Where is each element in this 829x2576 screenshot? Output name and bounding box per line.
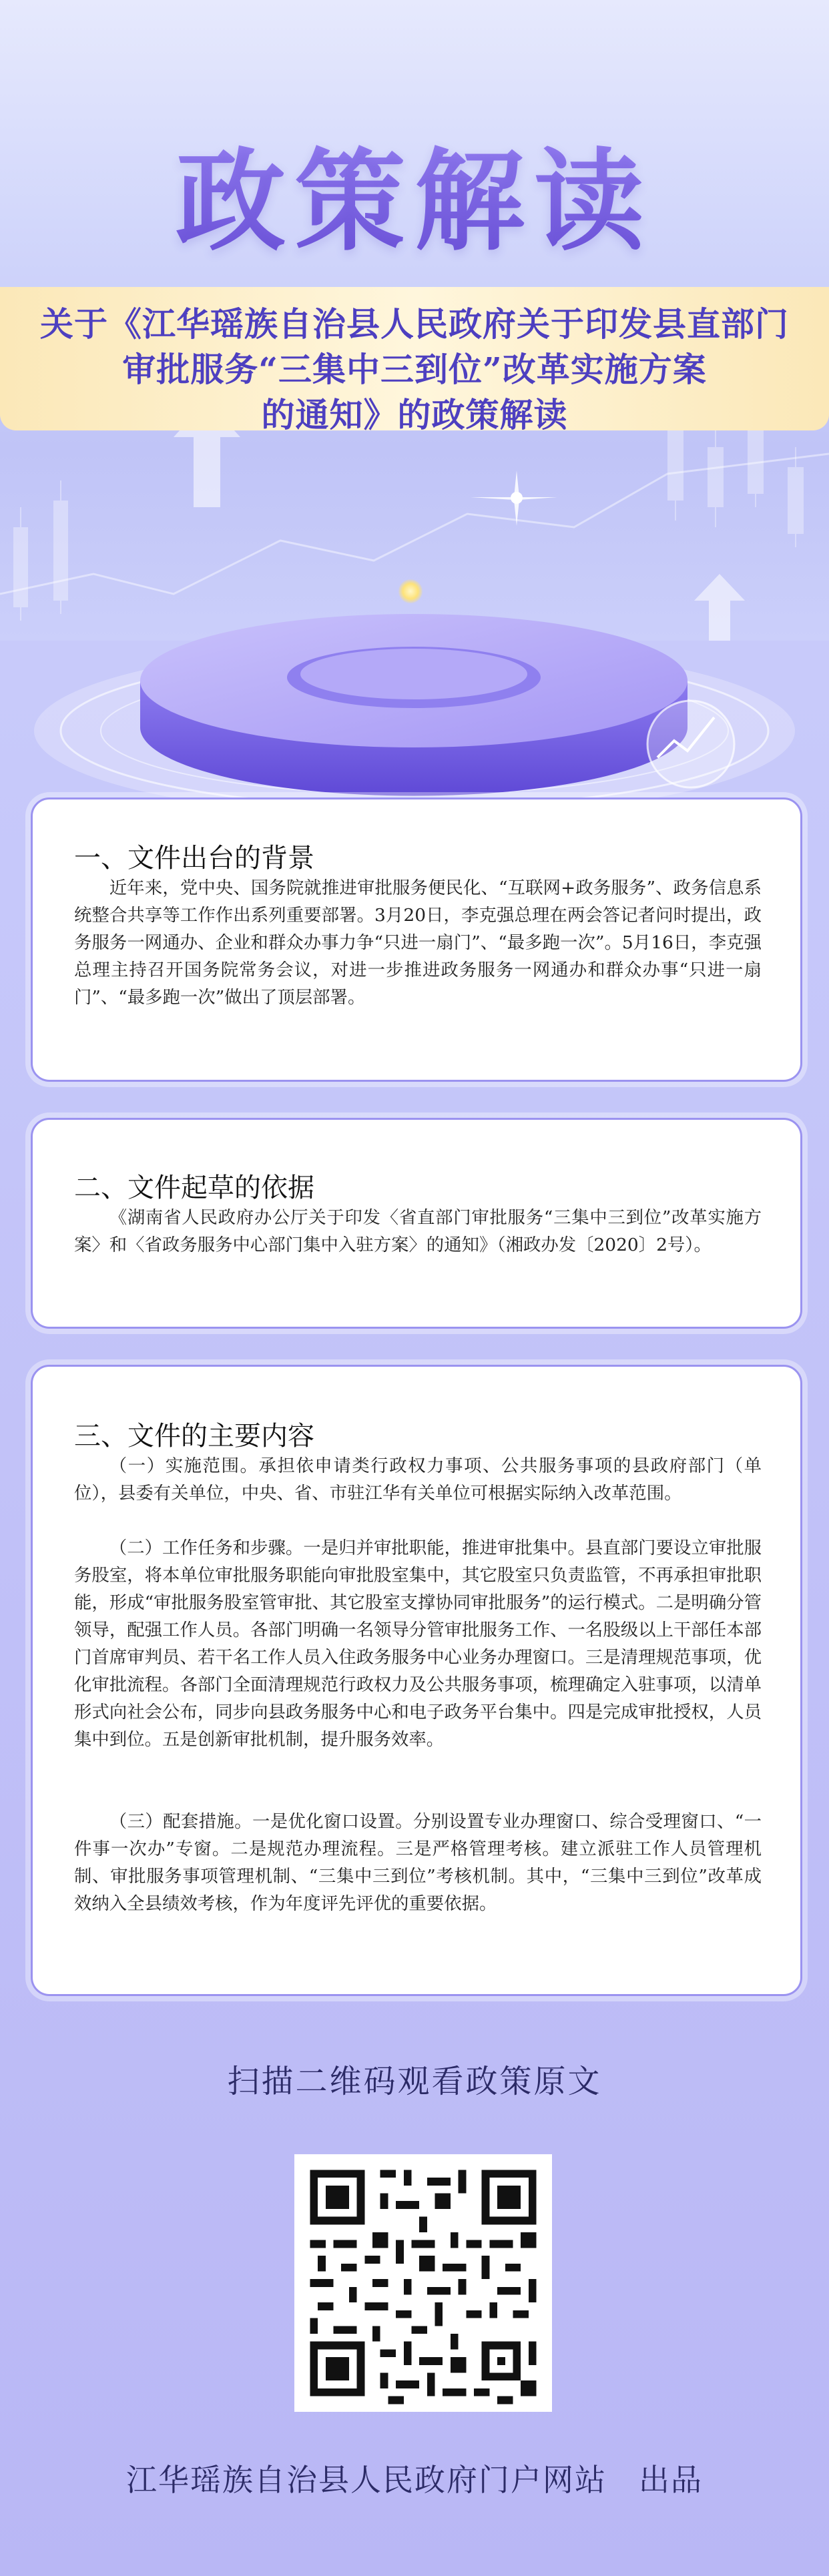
platform-ring-illustration <box>0 567 829 834</box>
page-title: 政策解读 <box>0 113 829 272</box>
section-heading: 三、文件的主要内容 <box>74 1421 314 1452</box>
subtitle-banner <box>0 287 829 434</box>
subtitle-line: 关于《江华瑶族自治县人民政府关于印发县直部门 <box>40 304 789 344</box>
section-paragraph: （二）工作任务和步骤。一是归并审批职能，推进审批集中。县直部门要设立审批服务股室，将本单位审批服务职能向审批股室集中，其它股室只负责监管，不再承担审批职能，形成“审批服务股室管审批、其它股室支撑协同审批服务”的运行模式。二是明确分管领导，配强工作人员。各部门明确一名领导分管审批服务工作、一名股级以上干部任本部门首席审判员、若干名工作人员入住政务服务中心业务办理窗口。三是清理规范事项，优化审批流程。各部门全面清理规范行政权力及公共服务事项，梳理确定入驻事项，以清单形式向社会公布，同步向县政务服务中心和电子政务平台集中。四是完成审批授权，人员集中到位。五是创新审批机制，提升服务效率。 <box>74 1538 762 1750</box>
sparkle-icon <box>467 467 561 527</box>
section-card-background <box>31 797 802 1082</box>
hero-banner <box>0 0 829 641</box>
qr-code-icon[interactable] <box>294 2154 552 2412</box>
section-paragraph: 近年来，党中央、国务院就推进审批服务便民化、“互联网+政务服务”、政务信息系统整合共享等工作作出系列重要部署。3月20日，李克强总理在两会答记者问时提出，政务服务一网通办、企业和群众办事力争“只进一扇门”、“最多跑一次”。5月16日，李克强总理主持召开国务院常务会议，对进一步推进政务服务一网通办和群众办事“只进一扇门”、“最多跑一次”做出了顶层部署。 <box>74 878 762 1008</box>
section-card-content <box>31 1365 802 1996</box>
section-paragraph: （三）配套措施。一是优化窗口设置。分别设置专业办理窗口、综合受理窗口、“一件事一次办”专窗。二是规范办理流程。三是严格管理考核。建立派驻工作人员管理机制、审批服务事项管理机制、“三集中三到位”考核机制。其中，“三集中三到位”改革成效纳入全县绩效考核，作为年度评先评优的重要依据。 <box>74 1811 762 1914</box>
subtitle-line: 审批服务“三集中三到位”改革实施方案 <box>122 350 707 389</box>
section-paragraph: （一）实施范围。承担依申请类行政权力事项、公共服务事项的县政府部门（单位），县委有关单位，中央、省、市驻江华有关单位可根据实际纳入改革范围。 <box>74 1456 762 1504</box>
section-paragraph: 《湖南省人民政府办公厅关于印发〈省直部门审批服务“三集中三到位”改革实施方案〉和〈省政务服务中心部门集中入驻方案〉的通知》（湘政办发〔2020〕2号）。 <box>74 1207 762 1255</box>
section-card-basis <box>31 1118 802 1329</box>
section-heading: 二、文件起草的依据 <box>74 1173 314 1203</box>
qr-instruction: 扫描二维码观看政策原文 <box>227 2063 602 2100</box>
section-heading: 一、文件出台的背景 <box>74 843 314 874</box>
subtitle-line: 的通知》的政策解读 <box>261 395 568 434</box>
footer-credit: 江华瑶族自治县人民政府门户网站 出品 <box>126 2462 703 2498</box>
